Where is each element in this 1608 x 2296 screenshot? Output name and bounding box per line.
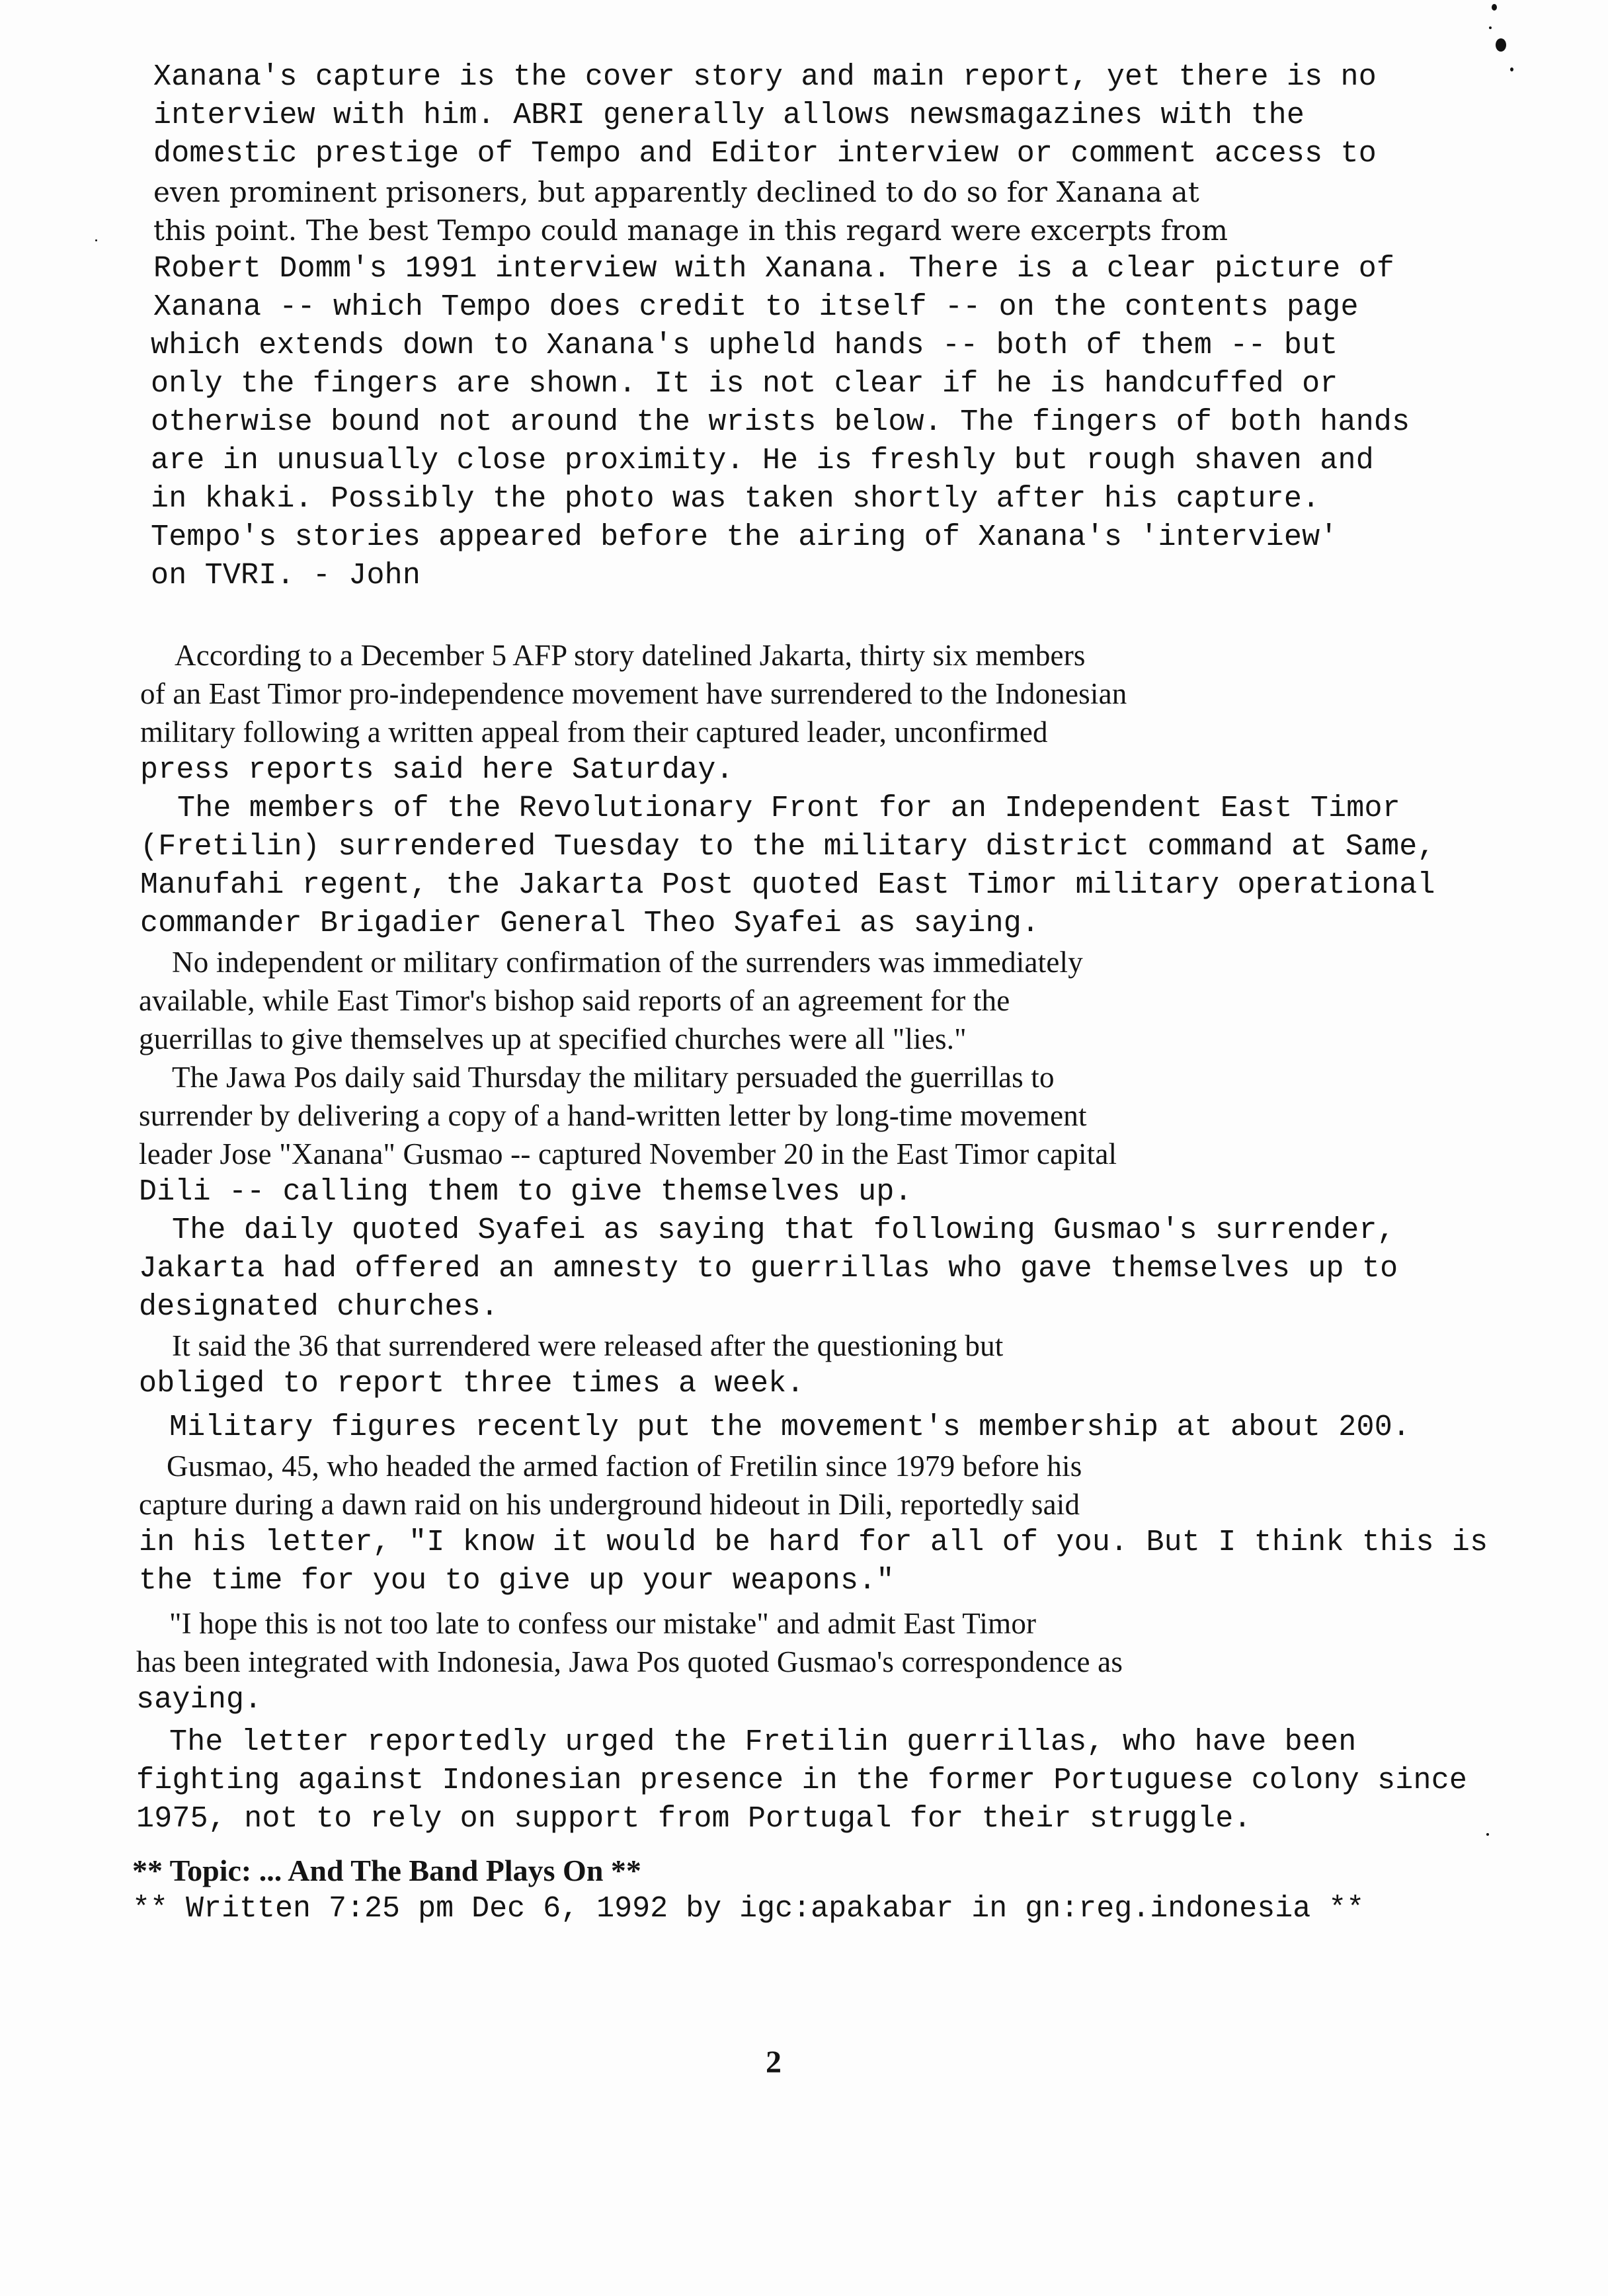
scan-speck [1492,4,1497,11]
scan-speck [1496,38,1506,52]
scan-speck [1489,26,1492,29]
text-line: The members of the Revolutionary Front for an Independent East Timor [177,792,1400,825]
text-line: Dili -- calling them to give themselves up. [139,1175,912,1209]
text-line: domestic prestige of Tempo and Editor interview or comment access to [153,137,1377,171]
text-line: saying. [136,1683,262,1717]
text-line: otherwise bound not around the wrists below. The fingers of both hands [151,405,1410,439]
text-line: of an East Timor pro-independence movement have surrendered to the Indonesian [140,677,1127,710]
text-line: Military figures recently put the movement's membership at about 200. [169,1411,1411,1444]
text-line: the time for you to give up your weapons." [139,1564,895,1598]
text-line: available, while East Timor's bishop said reports of an agreement for the [139,984,1010,1017]
written-byline: ** Written 7:25 pm Dec 6, 1992 by igc:apakabar in gn:reg.indonesia ** [132,1892,1365,1926]
text-line: (Fretilin) surrendered Tuesday to the military district command at Same, [140,830,1435,864]
text-line: 1975, not to rely on support from Portugal for their struggle. [136,1802,1252,1836]
text-line: Robert Domm's 1991 interview with Xanana. There is a clear picture of [153,252,1395,286]
text-line: Manufahi regent, the Jakarta Post quoted East Timor military operational [140,868,1435,902]
text-line: interview with him. ABRI generally allows newsmagazines with the [153,99,1305,132]
scan-speck [1510,67,1513,71]
text-line: No independent or military confirmation of the surrenders was immediately [172,946,1083,979]
text-line: The Jawa Pos daily said Thursday the military persuaded the guerrillas to [172,1061,1055,1094]
text-line: in khaki. Possibly the photo was taken shortly after his capture. [151,482,1320,516]
text-line: even prominent prisoners, but apparently declined to do so for Xanana at [153,176,1199,208]
text-line: According to a December 5 AFP story datelined Jakarta, thirty six members [175,639,1086,672]
text-line: are in unusually close proximity. He is freshly but rough shaven and [151,444,1374,477]
text-line: fighting against Indonesian presence in the former Portuguese colony since [136,1764,1468,1797]
text-line: Xanana's capture is the cover story and main report, yet there is no [153,60,1377,94]
scan-speck [1486,1833,1489,1836]
text-line: only the fingers are shown. It is not clear if he is handcuffed or [151,367,1338,401]
text-line: surrender by delivering a copy of a hand-written letter by long-time movement [139,1099,1087,1132]
text-line: It said the 36 that surrendered were released after the questioning but [172,1329,1004,1362]
topic-heading: ** Topic: ... And The Band Plays On ** [132,1854,641,1887]
text-line: Gusmao, 45, who headed the armed faction of Fretilin since 1979 before his [167,1450,1082,1483]
text-line: press reports said here Saturday. [140,753,734,787]
text-line: capture during a dawn raid on his underground hideout in Dili, reportedly said [139,1488,1080,1521]
text-line: Xanana -- which Tempo does credit to itself -- on the contents page [153,290,1359,324]
text-line: Tempo's stories appeared before the airing of Xanana's 'interview' [151,520,1338,554]
text-line: which extends down to Xanana's upheld hands -- both of them -- but [151,329,1338,362]
text-line: in his letter, "I know it would be hard for all of you. But I think this is [139,1526,1488,1559]
text-line: has been integrated with Indonesia, Jawa Pos quoted Gusmao's correspondence as [136,1645,1123,1678]
text-line: guerrillas to give themselves up at specified churches were all "lies." [139,1022,967,1055]
text-line: commander Brigadier General Theo Syafei as saying. [140,907,1040,940]
text-line: military following a written appeal from their captured leader, unconfirmed [140,716,1048,749]
scan-speck [95,239,97,241]
text-line: The letter reportedly urged the Fretilin guerrillas, who have been [169,1725,1357,1759]
text-line: on TVRI. - John [151,559,421,593]
text-line: "I hope this is not too late to confess our mistake" and admit East Timor [169,1607,1037,1640]
text-line: Jakarta had offered an amnesty to guerrillas who gave themselves up to [139,1252,1398,1286]
text-line: The daily quoted Syafei as saying that following Gusmao's surrender, [172,1213,1395,1247]
page-number: 2 [766,2045,782,2080]
text-line: this point. The best Tempo could manage in this regard were excerpts from [153,214,1228,247]
text-line: designated churches. [139,1290,499,1324]
text-line: obliged to report three times a week. [139,1367,805,1401]
text-line: leader Jose "Xanana" Gusmao -- captured November 20 in the East Timor capital [139,1137,1117,1170]
